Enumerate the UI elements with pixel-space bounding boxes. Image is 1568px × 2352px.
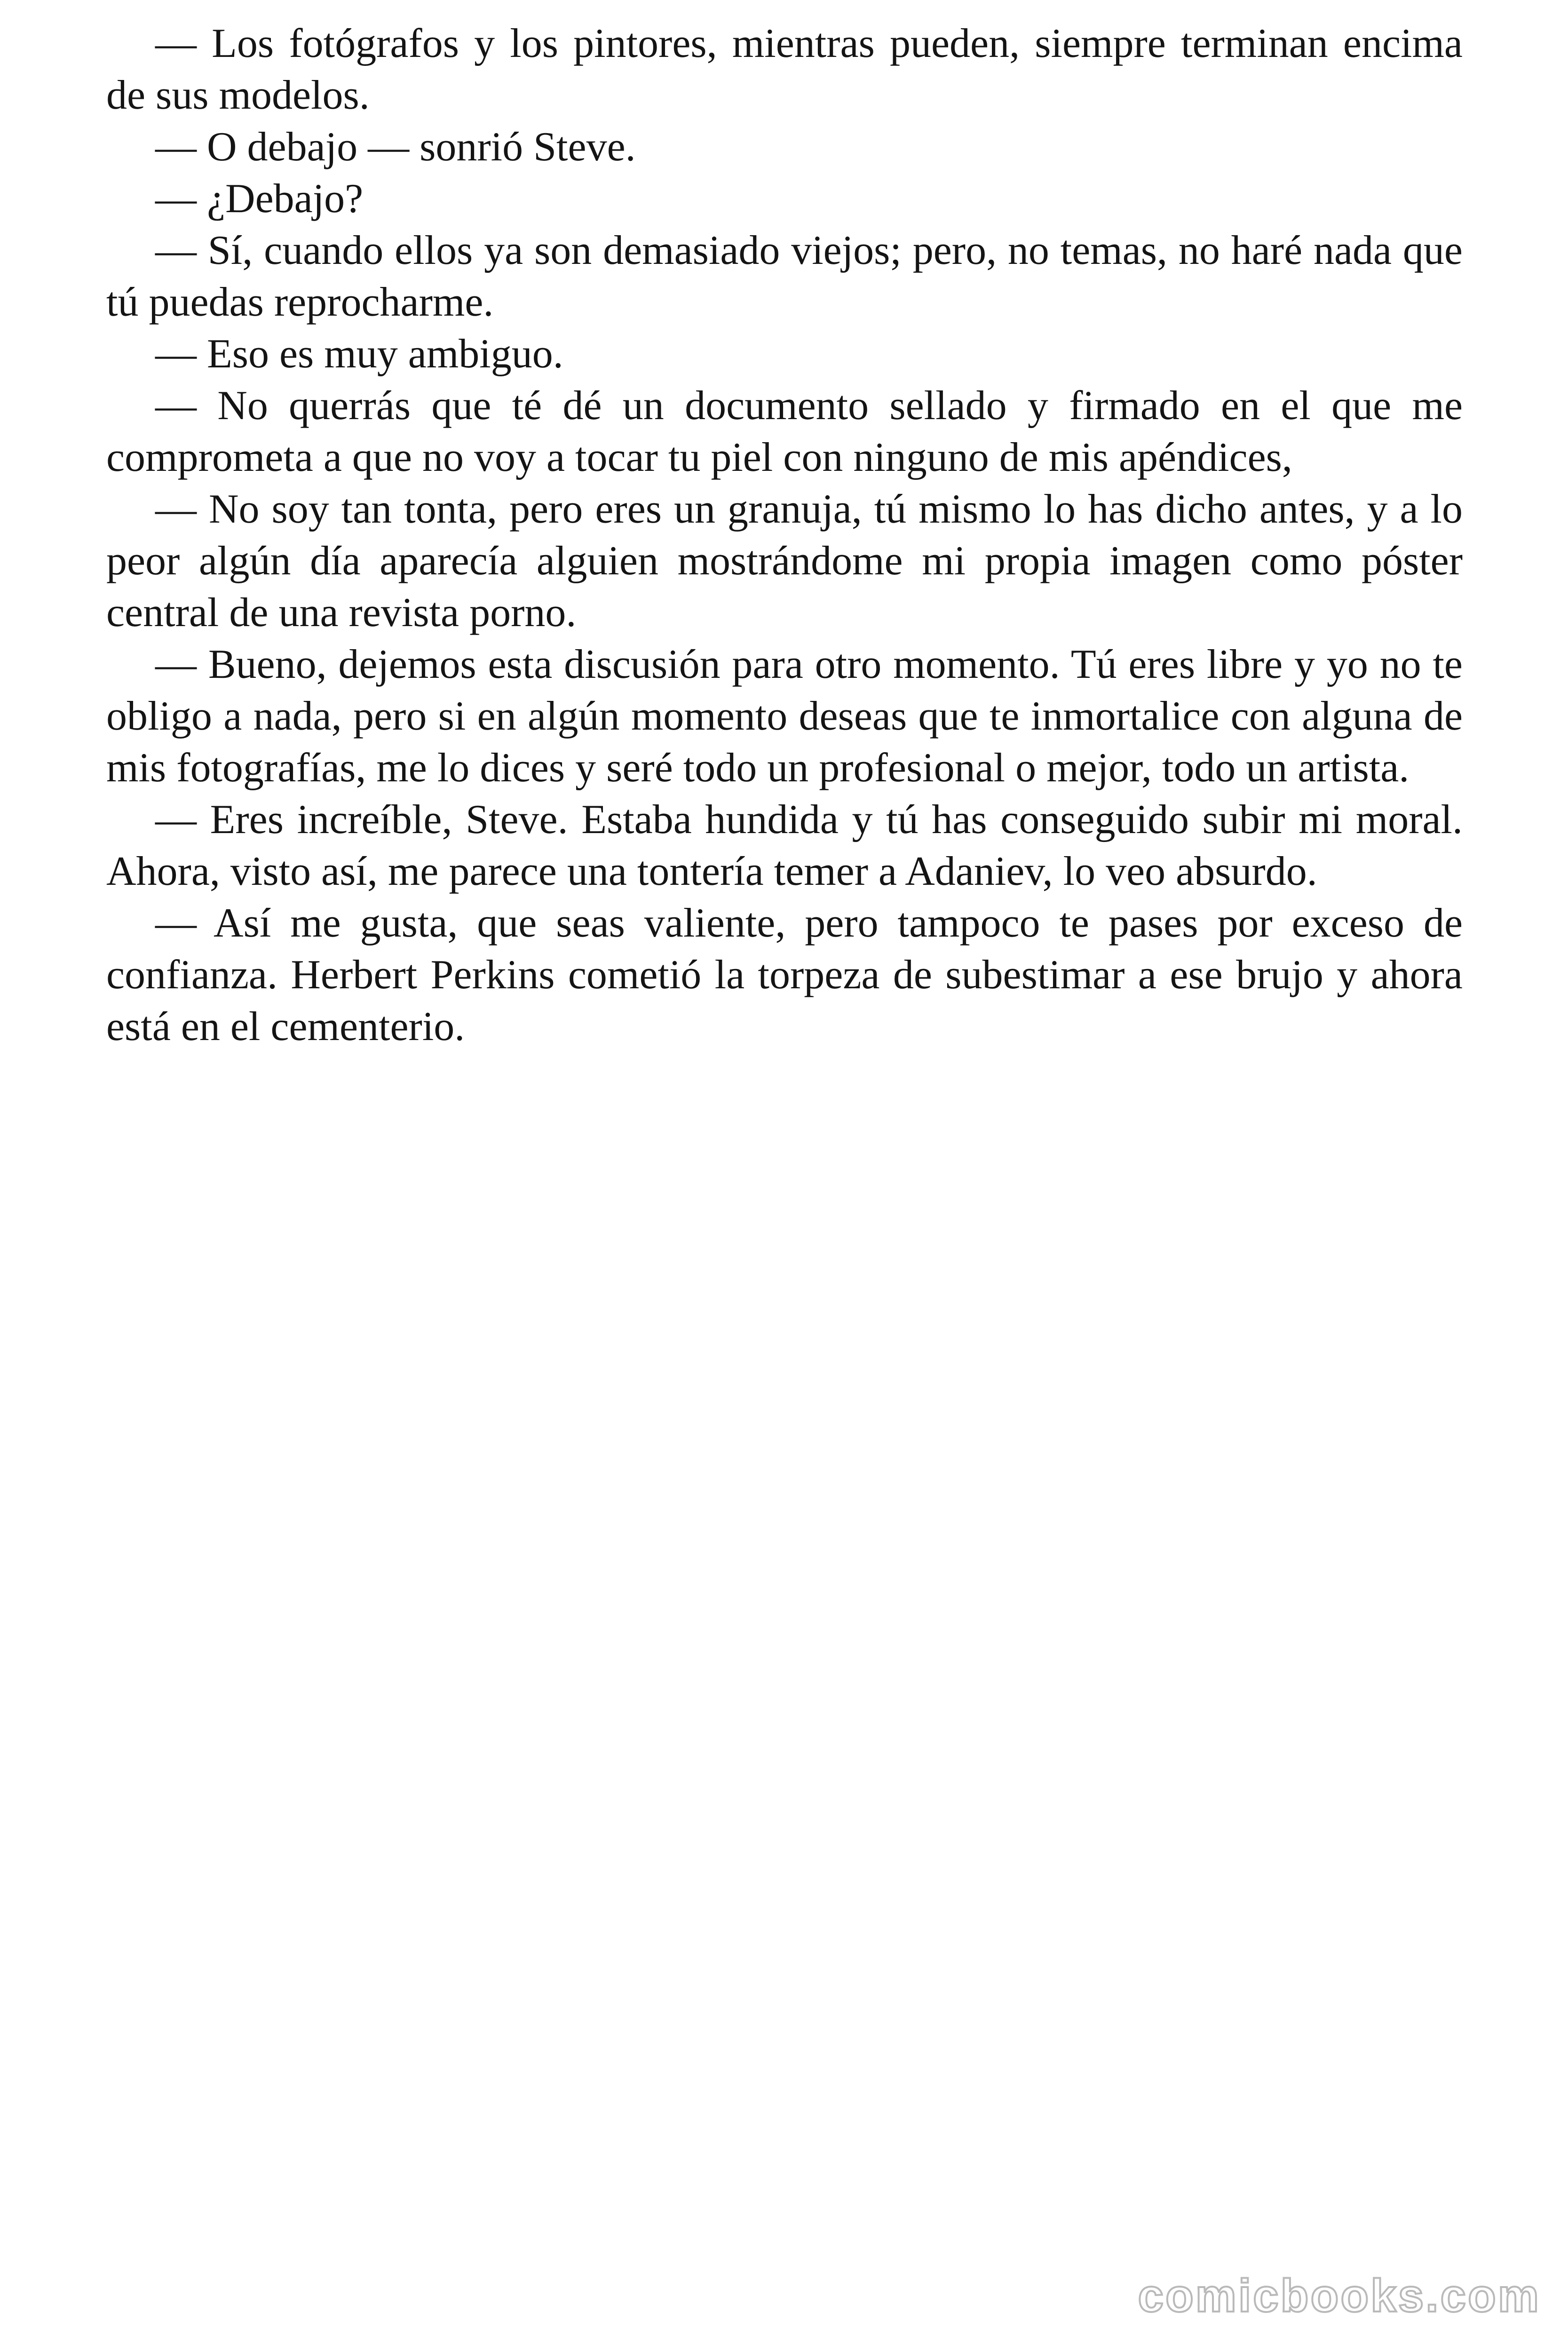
paragraph: — Así me gusta, que seas valiente, pero tampoco te pases por exceso de confianza. Herbert Perkins cometió la torpeza de subestimar a ese brujo y ahora está en el cementerio. — [106, 900, 1463, 1049]
paragraph: — No querrás que té dé un documento sellado y firmado en el que me comprometa a que no voy a tocar tu piel con ninguno de mis apéndices, — [106, 383, 1463, 480]
watermark-logo — [1136, 2268, 1541, 2325]
paragraph: — Sí, cuando ellos ya son demasiado viejos; pero, no temas, no haré nada que tú puedas reprocharme. — [106, 228, 1463, 325]
paragraph: — O debajo — sonrió Steve. — [155, 124, 636, 170]
paragraph: — Los fotógrafos y los pintores, mientras pueden, siempre terminan encima de sus modelos. — [106, 21, 1463, 118]
paragraph: — Eres increíble, Steve. Estaba hundida y tú has conseguido subir mi moral. Ahora, visto así, me parece una tontería temer a Adaniev, lo veo absurdo. — [106, 797, 1463, 894]
body-text — [106, 18, 1463, 1053]
paragraph: — Bueno, dejemos esta discusión para otro momento. Tú eres libre y yo no te obligo a nada, pero si en algún momento deseas que te inmortalice con alguna de mis fotografías, me lo dices y seré todo un profesional o mejor, todo un artista. — [106, 642, 1463, 791]
paragraph: — Eso es muy ambiguo. — [155, 331, 563, 377]
paragraph: — No soy tan tonta, pero eres un granuja, tú mismo lo has dicho antes, y a lo peor algún día aparecía alguien mostrándome mi propia imagen como póster central de una revista porno. — [106, 486, 1463, 636]
watermark-text: comicbooks.com — [1138, 2270, 1541, 2321]
paragraph: — ¿Debajo? — [155, 176, 364, 222]
